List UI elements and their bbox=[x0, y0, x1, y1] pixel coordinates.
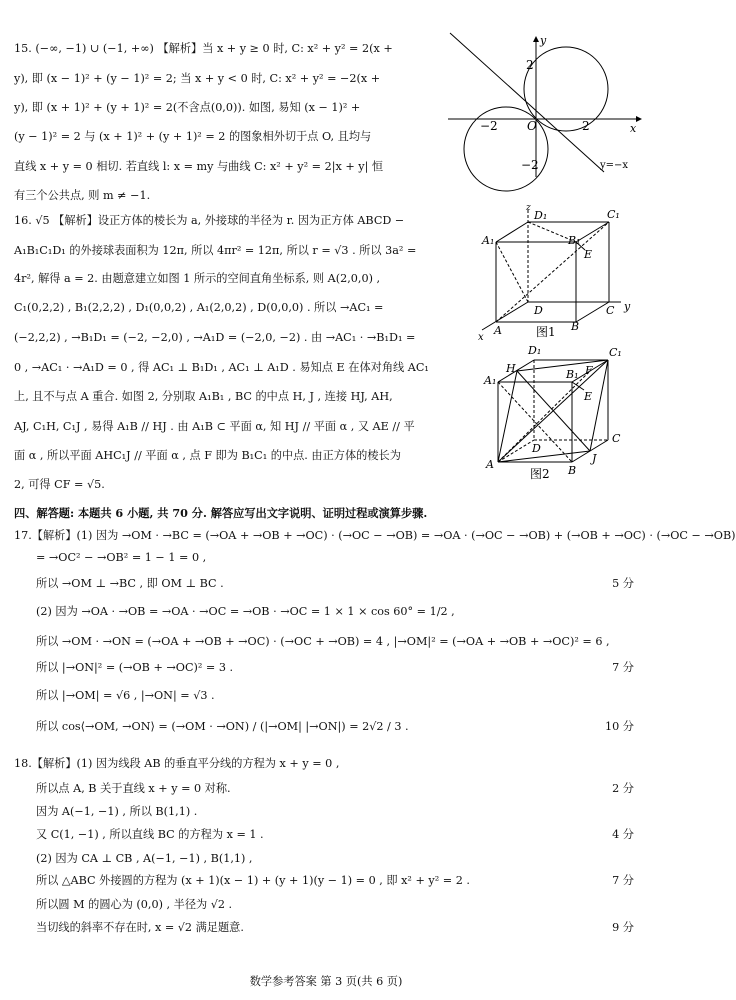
fig1-label-z: z bbox=[526, 203, 531, 213]
p17-line: 所以 →OM · →ON = (→OA + →OB + →OC) · (→OC + →OB) = 4 , |→OM|² = (→OA + →OB + →OC)² = 6 , bbox=[36, 635, 610, 648]
tick-x-2: 2 bbox=[582, 119, 590, 133]
p17-line: 所以 |→OM| = √6 , |→ON| = √3 . bbox=[36, 689, 215, 702]
p16-line: A₁B₁C₁D₁ 的外接球表面积为 12π, 所以 4πr² = 12π, 所以 r = √3 . 所以 3a² = bbox=[14, 244, 417, 257]
p16-line: (−2,2,2) , →B₁D₁ = (−2, −2,0) , →A₁D = (−2,0, −2) . 由 →AC₁ · →B₁D₁ = bbox=[14, 331, 416, 344]
fig2-label-C1: C₁ bbox=[609, 346, 622, 359]
fig1-caption: 图1 bbox=[536, 325, 556, 339]
p18-score: 7 分 bbox=[612, 874, 634, 887]
p16-line: 面 α , 所以平面 AHC₁J // 平面 α , 点 F 即为 B₁C₁ 的中点. 由正方体的棱长为 bbox=[14, 449, 401, 462]
fig1-label-B1: B₁ bbox=[568, 234, 581, 247]
p17-line: 17.【解析】(1) 因为 →OM · →BC = (→OA + →OB + →OC) · (→OC − →OB) = →OA · (→OC − →OB) + (→OB + →OC) · (→OC − →OB) bbox=[14, 529, 736, 542]
p17-line: 所以 |→ON|² = (→OB + →OC)² = 3 . bbox=[36, 661, 234, 674]
fig1-label-x: x bbox=[478, 332, 484, 343]
p18-line: 所以圆 M 的圆心为 (0,0) , 半径为 √2 . bbox=[36, 898, 233, 911]
fig2-label-D1: D₁ bbox=[528, 344, 542, 357]
fig1-label-y: y bbox=[624, 300, 631, 313]
p16-line: 0 , →AC₁ · →A₁D = 0 , 得 AC₁ ⊥ B₁D₁ , AC₁ ⊥ A₁D . 易知点 E 在体对角线 AC₁ bbox=[14, 361, 429, 374]
p16-line: 4r², 解得 a = 2. 由题意建立如图 1 所示的空间直角坐标系, 则 A(2,0,0) , bbox=[14, 272, 381, 285]
p15-line: (y − 1)² = 2 与 (x + 1)² + (y + 1)² = 2 的图象相外切于点 O, 且均与 bbox=[14, 130, 372, 143]
fig2-label-H: H bbox=[506, 362, 516, 375]
p17-line: 所以 cos⟨→OM, →ON⟩ = (→OM · →ON) / (|→OM| |→ON|) = 2√2 / 3 . bbox=[36, 720, 409, 733]
p18-line: 因为 A(−1, −1) , 所以 B(1,1) . bbox=[36, 805, 198, 818]
section-heading: 四、解答题: 本题共 6 小题, 共 70 分. 解答应写出文字说明、证明过程或演算步骤. bbox=[14, 506, 428, 520]
p18-line: (2) 因为 CA ⊥ CB , A(−1, −1) , B(1,1) , bbox=[36, 852, 253, 865]
origin-label: O bbox=[527, 119, 537, 133]
y-axis-label: y bbox=[540, 34, 547, 47]
p18-line: 所以 △ABC 外接圆的方程为 (x + 1)(x − 1) + (y + 1)(y − 1) = 0 , 即 x² + y² = 2 . bbox=[36, 874, 470, 887]
cube-figure-1 bbox=[476, 202, 646, 342]
p17-line: 所以 →OM ⊥ →BC , 即 OM ⊥ BC . bbox=[36, 577, 224, 590]
p18-score: 4 分 bbox=[612, 828, 634, 841]
p15-line: 直线 x + y = 0 相切. 若直线 l: x = my 与曲线 C: x² + y² = 2|x + y| 恒 bbox=[14, 160, 384, 173]
p16-line: 2, 可得 CF = √5. bbox=[14, 478, 105, 491]
fig2-label-B: B bbox=[568, 464, 577, 477]
p18-line: 当切线的斜率不存在时, x = √2 满足题意. bbox=[36, 921, 244, 934]
p17-line: = →OC² − →OB² = 1 − 1 = 0 , bbox=[36, 551, 207, 564]
p18-score: 9 分 bbox=[612, 921, 634, 934]
p17-score: 10 分 bbox=[605, 720, 634, 733]
p16-line: 上, 且不与点 A 重合. 如图 2, 分别取 A₁B₁ , BC 的中点 H, J , 连接 HJ, AH, bbox=[14, 390, 393, 403]
p18-line: 18.【解析】(1) 因为线段 AB 的垂直平分线的方程为 x + y = 0 , bbox=[14, 757, 340, 770]
tangent-line bbox=[450, 33, 604, 172]
fig1-label-C1: C₁ bbox=[607, 208, 620, 221]
fig1-label-B: B bbox=[571, 320, 580, 333]
fig2-label-E: E bbox=[584, 390, 593, 403]
tick-x-neg2: −2 bbox=[480, 119, 498, 133]
p17-score: 7 分 bbox=[612, 661, 634, 674]
p15-line: y), 即 (x − 1)² + (y − 1)² = 2; 当 x + y < 0 时, C: x² + y² = −2(x + bbox=[14, 72, 381, 85]
tick-y-2: 2 bbox=[526, 58, 534, 72]
p15-line: 有三个公共点, 则 m ≠ −1. bbox=[14, 189, 151, 202]
p16-line: 16. √5 【解析】设正方体的棱长为 a, 外接球的半径为 r. 因为正方体 ABCD − bbox=[14, 214, 405, 227]
fig1-label-A1: A₁ bbox=[482, 234, 495, 247]
y-arrow bbox=[533, 36, 539, 42]
p16-line: C₁(0,2,2) , B₁(2,2,2) , D₁(0,0,2) , A₁(2,0,2) , D(0,0,0) . 所以 →AC₁ = bbox=[14, 301, 384, 314]
fig2-label-A1: A₁ bbox=[484, 374, 497, 387]
fig1-label-E: E bbox=[584, 248, 593, 261]
p15-line: y), 即 (x + 1)² + (y + 1)² = 2(不含点(0,0)). 如图, 易知 (x − 1)² + bbox=[14, 101, 361, 114]
fig2-caption: 图2 bbox=[530, 467, 550, 481]
line-label: y=−x bbox=[600, 160, 629, 171]
p15-figure bbox=[444, 30, 644, 180]
fig2-label-A: A bbox=[486, 458, 494, 471]
fig2-label-C: C bbox=[612, 432, 621, 445]
fig2-label-B1: B₁ bbox=[566, 368, 579, 381]
fig1-label-D1: D₁ bbox=[534, 209, 548, 222]
tick-y-neg2: −2 bbox=[521, 158, 539, 172]
fig1-label-D: D bbox=[534, 304, 543, 317]
x-axis-label: x bbox=[630, 122, 637, 135]
fig1-label-C: C bbox=[606, 304, 615, 317]
fig1-label-A: A bbox=[494, 324, 502, 337]
fig2-label-F: F bbox=[585, 364, 593, 377]
p18-line: 所以点 A, B 关于直线 x + y = 0 对称. bbox=[36, 782, 231, 795]
page-footer: 数学参考答案 第 3 页(共 6 页) bbox=[249, 975, 403, 988]
x-arrow bbox=[636, 116, 642, 122]
fig2-label-D: D bbox=[532, 442, 541, 455]
p15-line: 15. (−∞, −1) ∪ (−1, +∞) 【解析】当 x + y ≥ 0 时, C: x² + y² = 2(x + bbox=[14, 42, 393, 55]
p17-score: 5 分 bbox=[612, 577, 634, 590]
p16-line: AJ, C₁H, C₁J , 易得 A₁B // HJ . 由 A₁B ⊂ 平面 α, 知 HJ // 平面 α , 又 AE // 平 bbox=[14, 420, 415, 433]
p18-score: 2 分 bbox=[612, 782, 634, 795]
cube-figure-2 bbox=[482, 342, 646, 482]
p18-line: 又 C(1, −1) , 所以直线 BC 的方程为 x = 1 . bbox=[36, 828, 264, 841]
fig2-label-J: J bbox=[592, 452, 597, 465]
p17-line: (2) 因为 →OA · →OB = →OA · →OC = →OB · →OC = 1 × 1 × cos 60° = 1/2 , bbox=[36, 605, 455, 618]
